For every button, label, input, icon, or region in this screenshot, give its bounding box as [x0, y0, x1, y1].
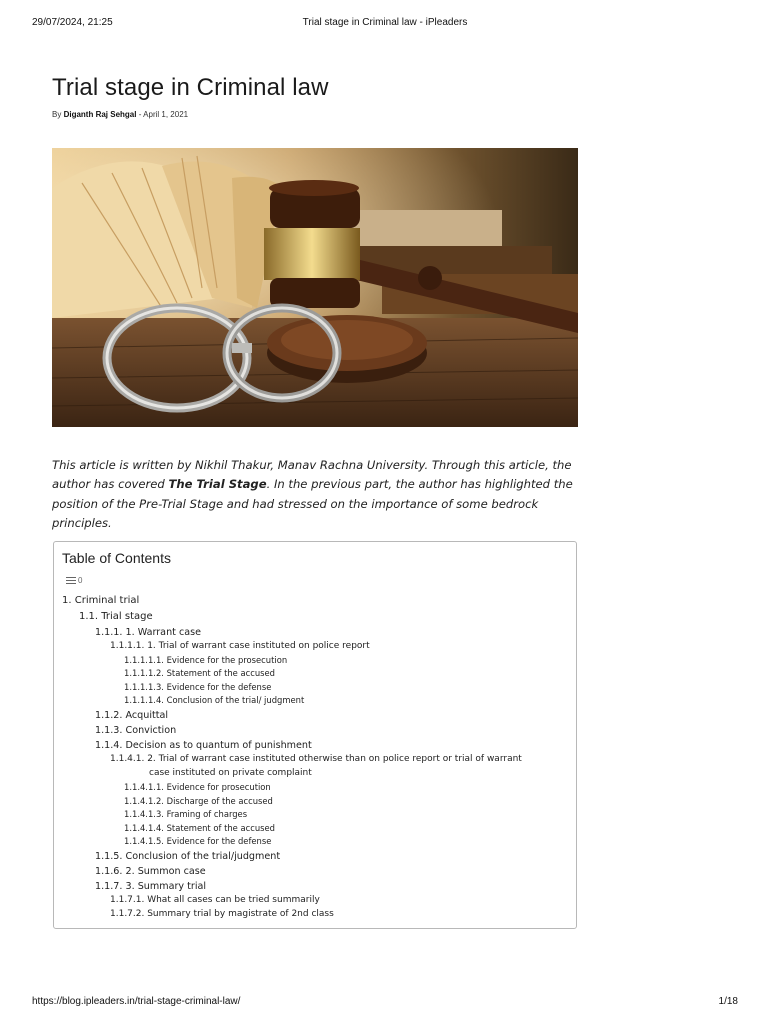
toc-item[interactable]: 1.1.7.1. What all cases can be tried summarily [110, 895, 320, 905]
author-link[interactable]: Diganth Raj Sehgal [63, 110, 137, 119]
toc-item[interactable]: 1.1.4.1.5. Evidence for the defense [124, 836, 272, 846]
toc-item[interactable]: 1.1.4.1.4. Statement of the accused [124, 823, 275, 833]
print-url: https://blog.ipleaders.in/trial-stage-criminal-law/ [32, 996, 241, 1007]
toc-item[interactable]: 1.1.5. Conclusion of the trial/judgment [95, 851, 281, 862]
toc-item[interactable]: 1.1.1.1.3. Evidence for the defense [124, 682, 272, 692]
toc-item[interactable]: 1.1.1. 1. Warrant case [95, 627, 202, 638]
byline [52, 110, 188, 119]
toc-item[interactable]: 1.1.4.1.2. Discharge of the accused [124, 796, 273, 806]
toc-item[interactable]: 1.1.7.2. Summary trial by magistrate of 2nd class [110, 909, 334, 919]
intro-text-part2: . In the previous part, the author has highlighted the position of the Pre-Trial Stage and had stressed on the importance of some bedrock principles. [52, 477, 573, 531]
page-number: 1/18 [718, 996, 738, 1007]
toc-item[interactable]: 1.1.7. 3. Summary trial [95, 881, 207, 892]
toc-item[interactable]: 1.1.3. Conviction [95, 725, 177, 736]
toc-toggle-count: 0 [78, 576, 83, 585]
toc-item[interactable]: 1.1.4.1. 2. Trial of warrant case instituted otherwise than on police report or trial of warrant [110, 754, 522, 764]
toc-item[interactable]: 1.1.1.1. 1. Trial of warrant case instituted on police report [110, 641, 370, 651]
toc-item[interactable]: 1.1.1.1.2. Statement of the accused [124, 668, 275, 678]
article-title: Trial stage in Criminal law [52, 74, 329, 101]
toc-item[interactable]: 1. Criminal trial [62, 595, 140, 606]
toc-item[interactable]: 1.1.4. Decision as to quantum of punishment [95, 740, 312, 751]
byline-separator: - [138, 110, 142, 119]
toc-item[interactable]: 1.1.1.1.4. Conclusion of the trial/ judgment [124, 695, 305, 705]
toc-item[interactable]: 1.1.2. Acquittal [95, 710, 169, 721]
list-icon [66, 575, 76, 586]
toc-toggle-button[interactable] [66, 575, 82, 586]
print-page-title: Trial stage in Criminal law - iPleaders [302, 17, 468, 28]
article-intro [52, 456, 578, 534]
toc-item[interactable]: 1.1.6. 2. Summon case [95, 866, 206, 877]
toc-item: case instituted on private complaint [149, 768, 312, 778]
toc-item[interactable]: 1.1.1.1.1. Evidence for the prosecution [124, 655, 288, 665]
by-label: By [52, 110, 62, 119]
toc-title: Table of Contents [62, 550, 171, 566]
publish-date: April 1, 2021 [143, 110, 189, 119]
toc-item[interactable]: 1.1.4.1.1. Evidence for prosecution [124, 782, 271, 792]
gavel-handcuffs-illustration [52, 148, 578, 427]
table-of-contents [53, 541, 577, 929]
hero-image [52, 148, 578, 427]
intro-text-part1: This article is written by Nikhil Thakur, Manav Rachna University. Through this article, the author has covered [52, 457, 572, 492]
intro-bold-text: The Trial Stage [168, 477, 267, 492]
toc-item[interactable]: 1.1.4.1.3. Framing of charges [124, 809, 248, 819]
print-datetime: 29/07/2024, 21:25 [32, 17, 113, 28]
toc-item[interactable]: 1.1. Trial stage [79, 611, 153, 622]
